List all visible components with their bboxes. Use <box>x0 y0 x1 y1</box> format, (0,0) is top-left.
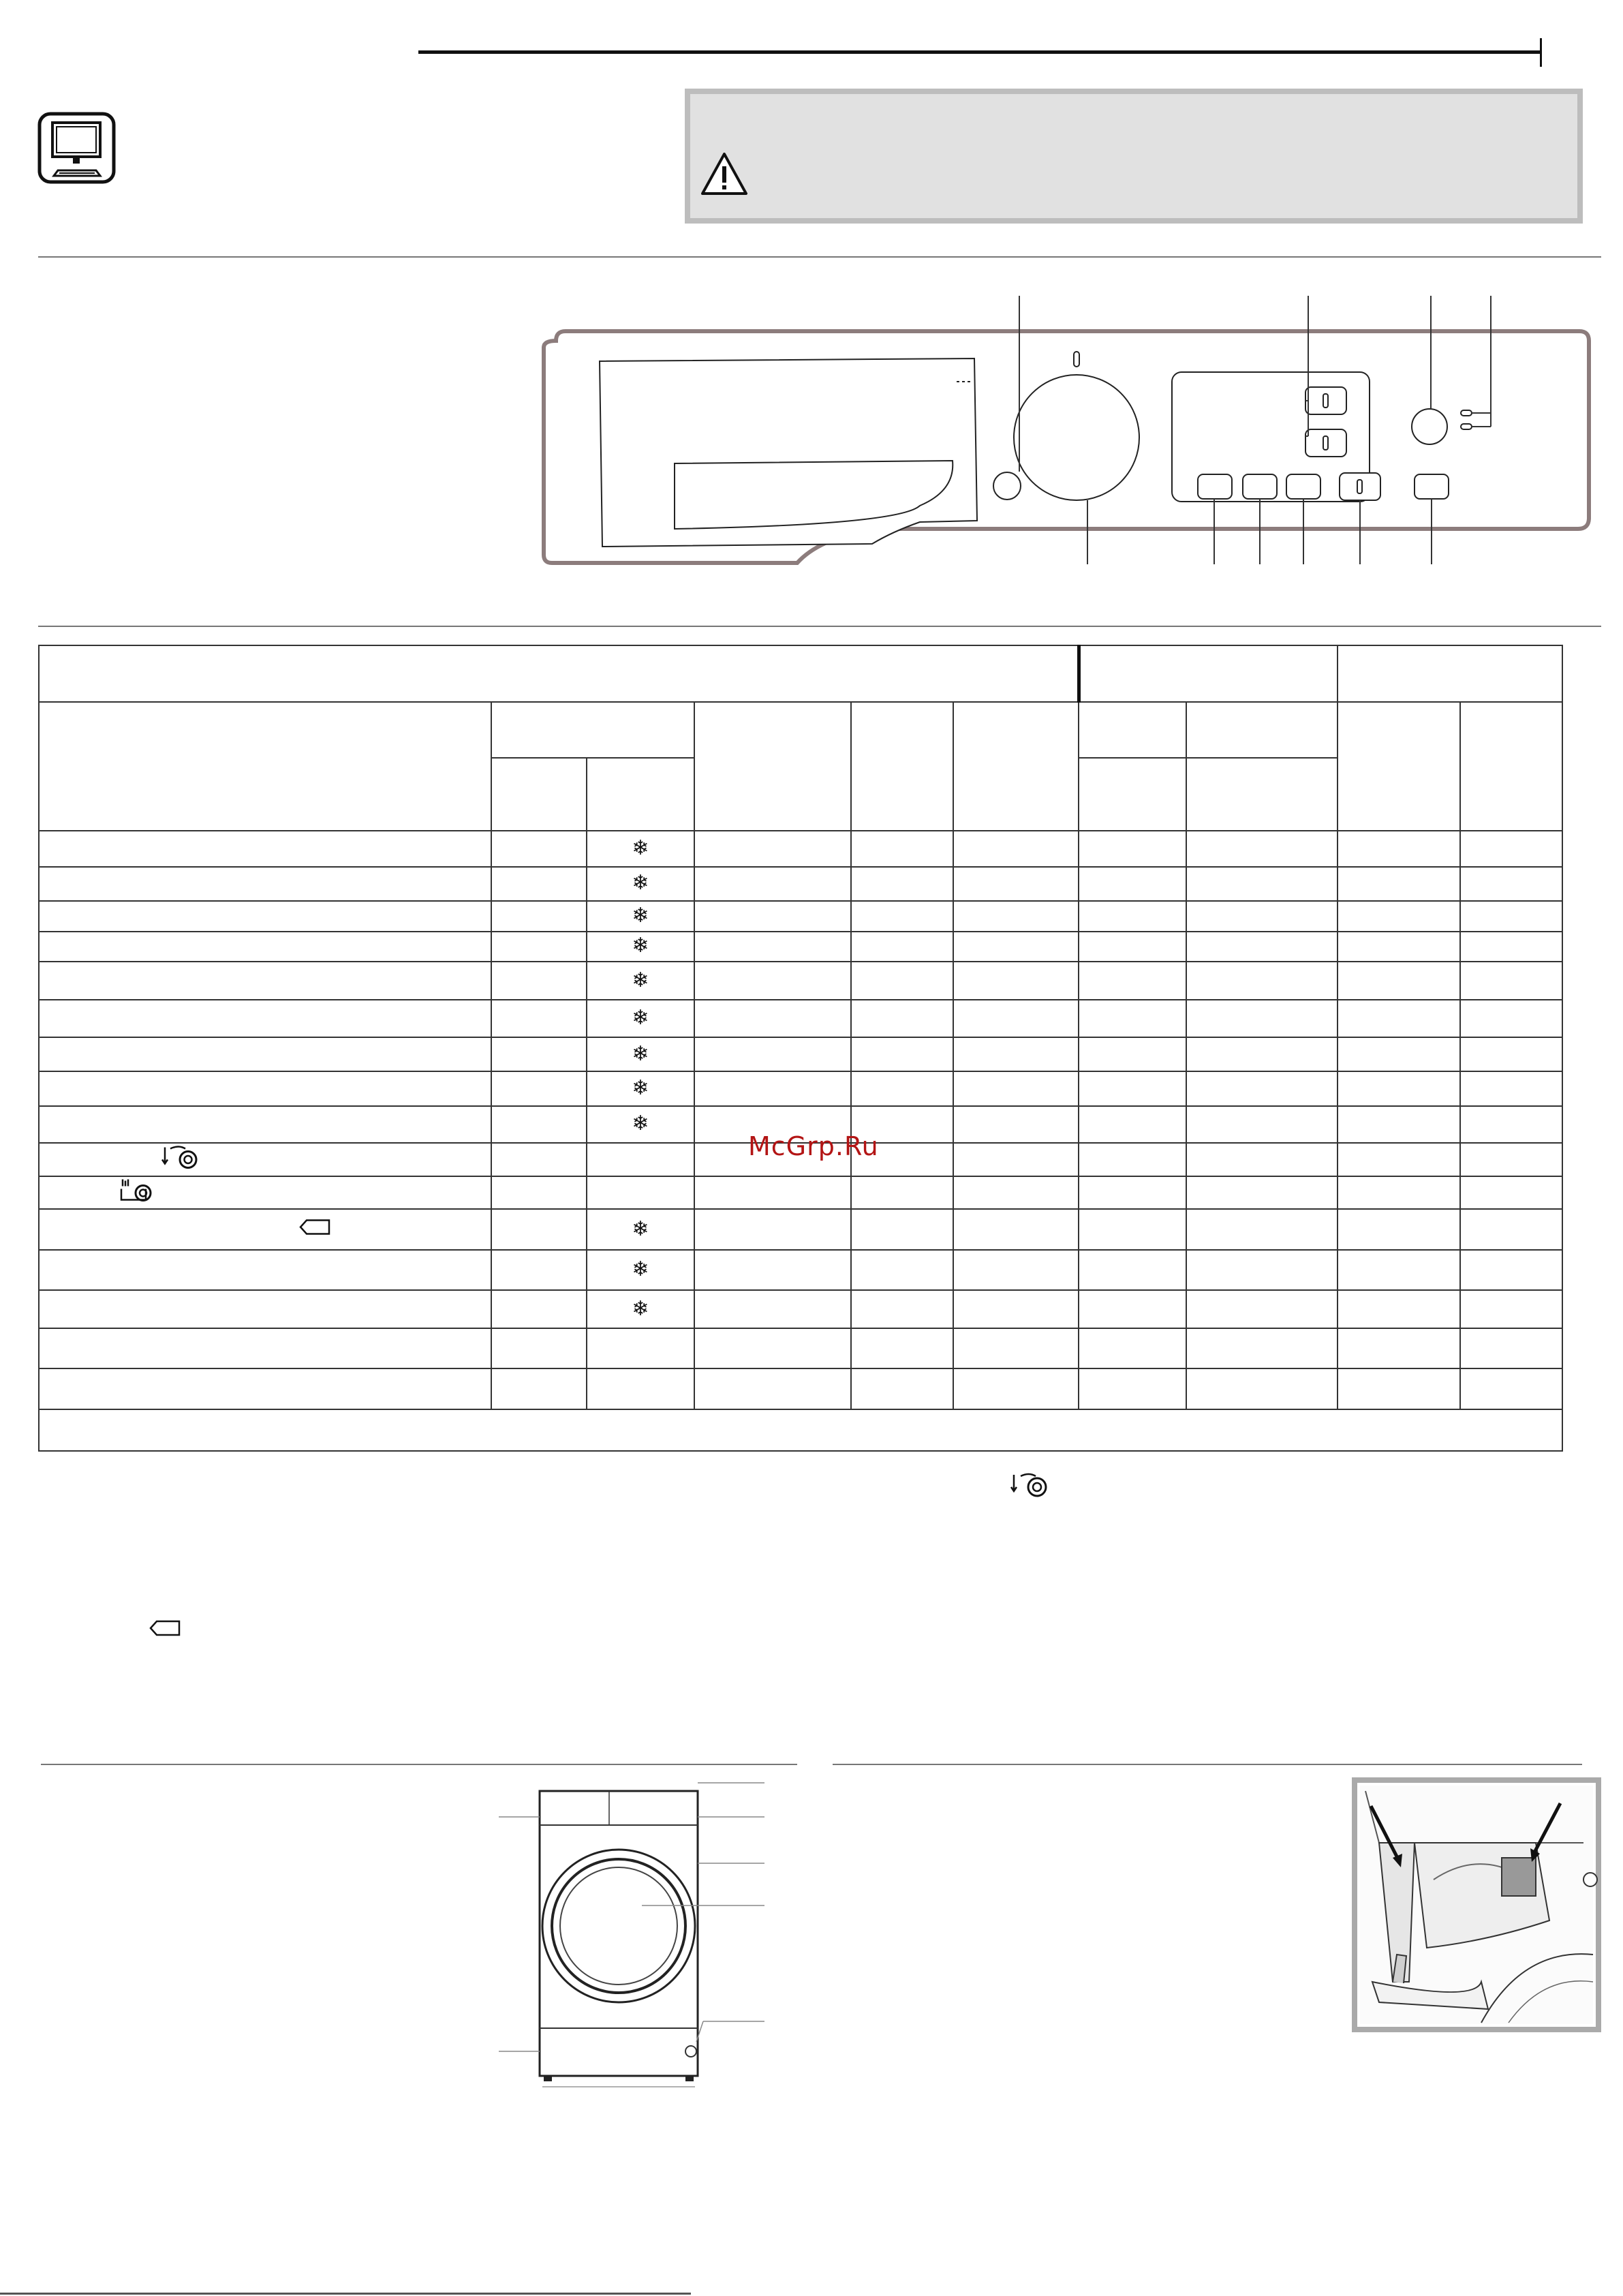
cold-wash-snowflake-icon: ❄ <box>632 904 649 927</box>
temperature-range-cell <box>587 1071 694 1105</box>
table-cell <box>491 1328 587 1368</box>
section-divider-right <box>833 1764 1582 1765</box>
table-cell <box>694 867 851 901</box>
table-cell <box>1338 1176 1460 1209</box>
program-name-cell <box>39 1106 491 1143</box>
table-cell <box>1338 962 1460 1000</box>
cold-wash-snowflake-icon: ❄ <box>632 1217 649 1240</box>
table-cell <box>1338 1209 1460 1251</box>
table-cell <box>491 1037 587 1071</box>
table-header-group-a <box>1079 645 1338 702</box>
temperature-range-cell <box>587 962 694 1000</box>
table-cell <box>694 1000 851 1037</box>
table-cell <box>1079 867 1186 901</box>
table-cell <box>1186 1368 1338 1410</box>
table-cell <box>1338 1250 1460 1289</box>
cold-wash-snowflake-icon: ❄ <box>632 968 649 992</box>
table-cell <box>1460 932 1562 962</box>
table-header-group-b <box>1338 645 1562 702</box>
table-cell <box>694 1328 851 1368</box>
table-cell <box>953 831 1079 866</box>
table-header-col-c <box>694 702 851 831</box>
temperature-range-cell <box>587 1176 694 1209</box>
table-cell <box>953 867 1079 901</box>
washing-machine-front-icon <box>499 1776 771 2096</box>
program-name-cell <box>39 1000 491 1037</box>
table-cell <box>851 932 953 962</box>
cold-wash-snowflake-icon: ❄ <box>632 1297 649 1320</box>
table-row <box>39 1290 1562 1328</box>
table-cell <box>491 1209 587 1251</box>
table-cell <box>851 1290 953 1328</box>
table-cell <box>953 1071 1079 1105</box>
table-cell <box>1186 932 1338 962</box>
table-cell <box>1338 831 1460 866</box>
table-cell <box>694 1368 851 1410</box>
temperature-range-cell <box>587 1000 694 1037</box>
table-cell <box>491 1000 587 1037</box>
table-cell <box>1460 962 1562 1000</box>
table-header-col-h <box>1338 702 1460 831</box>
table-cell <box>1186 1328 1338 1368</box>
program-name-cell <box>39 962 491 1000</box>
table-cell <box>1079 1037 1186 1071</box>
section-divider-left <box>41 1764 797 1765</box>
temperature-range-cell <box>587 867 694 901</box>
table-cell <box>953 1209 1079 1251</box>
program-name-cell <box>39 1250 491 1289</box>
table-cell <box>851 1368 953 1410</box>
page-bottom-rule <box>0 2293 691 2295</box>
table-cell <box>1079 1143 1186 1176</box>
temperature-range-cell <box>587 932 694 962</box>
temperature-range-cell <box>587 1250 694 1289</box>
table-header-col-d <box>851 702 953 831</box>
table-cell <box>1079 1176 1186 1209</box>
table-cell <box>851 901 953 931</box>
table-header-col-f2 <box>1079 758 1186 831</box>
program-name-cell <box>39 1290 491 1328</box>
table-cell <box>953 1000 1079 1037</box>
table-cell <box>1460 1290 1562 1328</box>
table-cell <box>694 962 851 1000</box>
table-cell <box>1460 1000 1562 1037</box>
temperature-range-cell <box>587 1328 694 1368</box>
table-cell <box>1186 962 1338 1000</box>
table-row <box>39 901 1562 931</box>
table-row <box>39 1000 1562 1037</box>
table-cell <box>953 1106 1079 1143</box>
table-cell <box>851 1250 953 1289</box>
table-cell <box>851 1209 953 1251</box>
table-header-program <box>39 702 491 831</box>
table-cell <box>1186 1250 1338 1289</box>
program-name-cell <box>39 831 491 866</box>
header-rule <box>418 50 1541 54</box>
table-cell <box>1186 1106 1338 1143</box>
program-name-cell <box>39 1143 491 1176</box>
table-cell <box>1079 1328 1186 1368</box>
table-cell <box>1460 1143 1562 1176</box>
table-cell <box>1079 1071 1186 1105</box>
table-header-temp-range <box>587 758 694 831</box>
table-cell <box>1186 1071 1338 1105</box>
eco-tag-icon <box>298 1219 331 1241</box>
table-cell <box>491 867 587 901</box>
table-cell <box>1460 1250 1562 1289</box>
table-header-col-i <box>1460 702 1562 831</box>
table-cell <box>694 932 851 962</box>
table-cell <box>1186 1290 1338 1328</box>
table-cell <box>953 901 1079 931</box>
cold-wash-snowflake-icon: ❄ <box>632 1042 649 1065</box>
temperature-range-cell <box>587 831 694 866</box>
program-name-cell <box>39 1176 491 1209</box>
table-cell <box>491 1106 587 1143</box>
table-cell <box>953 1176 1079 1209</box>
table-cell <box>1079 1000 1186 1037</box>
table-cell <box>1338 867 1460 901</box>
footnote-eco-tag-icon <box>149 1619 181 1637</box>
table-cell <box>1186 1000 1338 1037</box>
table-cell <box>953 1250 1079 1289</box>
table-cell <box>851 1000 953 1037</box>
table-header-col-g <box>1186 702 1338 759</box>
table-row <box>39 1176 1562 1209</box>
table-cell <box>1460 1328 1562 1368</box>
table-cell <box>1338 1290 1460 1328</box>
table-cell <box>1079 1209 1186 1251</box>
monitor-icon <box>37 112 116 184</box>
cold-wash-snowflake-icon: ❄ <box>632 1076 649 1099</box>
table-cell <box>953 1290 1079 1328</box>
table-cell <box>1186 1209 1338 1251</box>
table-cell <box>851 867 953 901</box>
table-cell <box>1460 1176 1562 1209</box>
table-cell <box>491 1368 587 1410</box>
table-cell <box>1460 1071 1562 1105</box>
table-cell <box>953 1037 1079 1071</box>
table-header-col-g2 <box>1186 758 1338 831</box>
temperature-range-cell <box>587 1037 694 1071</box>
table-cell <box>491 962 587 1000</box>
table-header-main <box>39 645 1079 702</box>
table-cell <box>851 1328 953 1368</box>
section-divider-2 <box>38 626 1601 627</box>
temperature-range-cell <box>587 901 694 931</box>
cold-wash-snowflake-icon: ❄ <box>632 1112 649 1135</box>
control-panel-diagram <box>538 293 1594 579</box>
cold-wash-snowflake-icon: ❄ <box>632 1007 649 1030</box>
table-cell <box>491 932 587 962</box>
table-header-temp-default <box>491 758 587 831</box>
temperature-range-cell <box>587 1106 694 1143</box>
table-cell <box>1338 1328 1460 1368</box>
table-cell <box>1338 1368 1460 1410</box>
table-cell <box>1186 1143 1338 1176</box>
rinse-spin-icon <box>159 1144 200 1176</box>
table-header-col-f <box>1079 702 1186 759</box>
table-cell <box>491 1176 587 1209</box>
table-cell <box>1186 1176 1338 1209</box>
table-header-col-e <box>953 702 1079 831</box>
temperature-range-cell <box>587 1209 694 1251</box>
table-row <box>39 1209 1562 1251</box>
table-cell <box>491 1071 587 1105</box>
table-row <box>39 1250 1562 1289</box>
table-cell <box>694 1250 851 1289</box>
program-name-cell <box>39 1037 491 1071</box>
table-cell <box>851 1176 953 1209</box>
program-name-cell <box>39 901 491 931</box>
table-cell <box>694 831 851 866</box>
table-cell <box>694 1209 851 1251</box>
temperature-range-cell <box>587 1143 694 1176</box>
table-cell <box>1338 1143 1460 1176</box>
table-cell <box>1338 932 1460 962</box>
section-divider-1 <box>38 256 1601 258</box>
table-cell <box>851 1071 953 1105</box>
watermark: McGrp.Ru <box>748 1131 879 1161</box>
table-cell <box>1079 932 1186 962</box>
temperature-range-cell <box>587 1368 694 1410</box>
table-row <box>39 867 1562 901</box>
table-cell <box>694 1176 851 1209</box>
footnote-rinse-spin-icon <box>1008 1469 1049 1499</box>
table-cell <box>851 831 953 866</box>
program-name-cell <box>39 1328 491 1368</box>
table-row <box>39 932 1562 962</box>
table-cell <box>1338 1037 1460 1071</box>
table-row <box>39 1328 1562 1368</box>
table-cell <box>953 932 1079 962</box>
table-cell <box>1338 1106 1460 1143</box>
table-cell <box>1079 962 1186 1000</box>
program-name-cell <box>39 1071 491 1105</box>
warning-triangle-icon <box>700 151 749 196</box>
table-cell <box>694 1071 851 1105</box>
table-cell <box>953 1143 1079 1176</box>
table-cell <box>1186 1037 1338 1071</box>
program-name-cell <box>39 1209 491 1251</box>
table-row <box>39 1368 1562 1410</box>
table-cell <box>1079 1106 1186 1143</box>
table-header-temperature <box>491 702 694 759</box>
cold-wash-snowflake-icon: ❄ <box>632 872 649 895</box>
table-cell <box>1338 901 1460 931</box>
table-cell <box>491 1290 587 1328</box>
table-cell <box>1460 1106 1562 1143</box>
program-table <box>38 645 1563 1452</box>
table-cell <box>1460 1037 1562 1071</box>
table-cell <box>694 901 851 931</box>
table-cell <box>1460 1368 1562 1410</box>
table-cell <box>1186 867 1338 901</box>
cold-wash-snowflake-icon: ❄ <box>632 837 649 860</box>
table-cell <box>953 1368 1079 1410</box>
program-name-cell <box>39 932 491 962</box>
table-cell <box>1079 1368 1186 1410</box>
table-cell <box>1460 867 1562 901</box>
table-cell <box>491 1250 587 1289</box>
table-cell <box>694 1037 851 1071</box>
table-cell <box>953 1328 1079 1368</box>
table-footer-row <box>39 1409 1562 1451</box>
table-cell <box>1079 1290 1186 1328</box>
table-row <box>39 1071 1562 1105</box>
cold-wash-snowflake-icon: ❄ <box>632 1258 649 1281</box>
table-cell <box>851 962 953 1000</box>
temperature-range-cell <box>587 1290 694 1328</box>
drain-icon <box>119 1176 157 1208</box>
table-row <box>39 1037 1562 1071</box>
program-name-cell <box>39 1368 491 1410</box>
detergent-drawer-photo-icon <box>1352 1777 1601 2032</box>
table-cell <box>851 1037 953 1071</box>
table-cell <box>694 1290 851 1328</box>
header-rule-tick <box>1540 38 1542 67</box>
table-row <box>39 962 1562 1000</box>
table-cell <box>953 962 1079 1000</box>
table-cell <box>491 1143 587 1176</box>
table-cell <box>1338 1071 1460 1105</box>
table-cell <box>1079 901 1186 931</box>
table-cell <box>491 901 587 931</box>
table-cell <box>1338 1000 1460 1037</box>
table-cell <box>1186 901 1338 931</box>
table-cell <box>1460 1209 1562 1251</box>
table-cell <box>491 831 587 866</box>
table-cell <box>1079 1250 1186 1289</box>
table-cell <box>1460 831 1562 866</box>
table-cell <box>1460 901 1562 931</box>
table-cell <box>1186 831 1338 866</box>
table-row <box>39 831 1562 866</box>
program-name-cell <box>39 867 491 901</box>
warning-notice-box <box>685 89 1583 224</box>
cold-wash-snowflake-icon: ❄ <box>632 934 649 958</box>
table-cell <box>1079 831 1186 866</box>
